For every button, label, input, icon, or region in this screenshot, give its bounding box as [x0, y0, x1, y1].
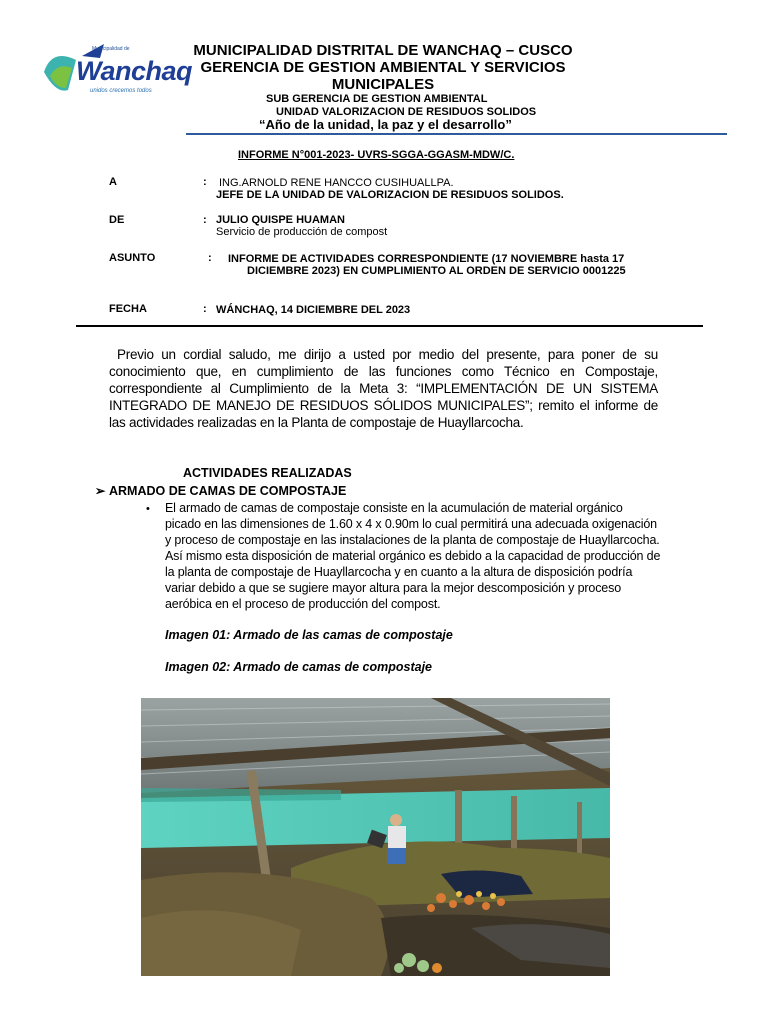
- field-fecha-label: FECHA: [109, 303, 147, 315]
- field-de-label: DE: [109, 214, 125, 226]
- field-de-value: JULIO QUISPE HUAMAN: [216, 214, 345, 226]
- fields-divider: [76, 325, 703, 327]
- field-de-colon: :: [203, 214, 207, 226]
- section-title: [95, 483, 346, 498]
- dot-bullet-icon: •: [146, 503, 150, 515]
- header-divider: [186, 133, 727, 135]
- section-title-text: ARMADO DE CAMAS DE COMPOSTAJE: [109, 484, 347, 498]
- header-line-2: GERENCIA DE GESTION AMBIENTAL Y SERVICIOS: [200, 59, 566, 76]
- field-asunto-colon: :: [208, 252, 212, 264]
- header-line-4: SUB GERENCIA DE GESTION AMBIENTAL: [266, 93, 488, 105]
- report-number: INFORME N°001-2023- UVRS-SGGA-GGASM-MDW/C.: [238, 149, 515, 161]
- logo-small-text: Municipalidad de: [92, 46, 130, 52]
- field-a-value: ING.ARNOLD RENE HANCCO CUSIHUALLPA.: [219, 177, 454, 189]
- image-caption-1: Imagen 01: Armado de las camas de compostaje: [165, 628, 453, 642]
- municipality-logo: [42, 42, 193, 102]
- field-fecha-colon: :: [203, 303, 207, 315]
- compost-beds-photo: [141, 698, 610, 976]
- field-asunto-value-2: DICIEMBRE 2023) EN CUMPLIMIENTO AL ORDEN DE SERVICIO 0001225: [247, 265, 626, 277]
- header-line-1: MUNICIPALIDAD DISTRITAL DE WANCHAQ – CUSCO: [193, 42, 573, 59]
- header-line-5: UNIDAD VALORIZACION DE RESIDUOS SOLIDOS: [276, 106, 537, 118]
- field-asunto-label: ASUNTO: [109, 252, 156, 264]
- field-a-colon: :: [203, 176, 207, 188]
- logo-wordmark: Wanchaq: [76, 56, 193, 86]
- field-fecha-value: WÁNCHAQ, 14 DICIEMBRE DEL 2023: [216, 304, 411, 316]
- logo-tagline: unidos crecemos todos: [90, 88, 152, 94]
- field-asunto-value: INFORME DE ACTIVIDADES CORRESPONDIENTE (17 NOVIEMBRE hasta 17: [228, 253, 625, 265]
- image-caption-2: Imagen 02: Armado de camas de compostaje: [165, 660, 432, 674]
- arrow-bullet-icon: ➢: [95, 484, 106, 498]
- activities-title: ACTIVIDADES REALIZADAS: [183, 466, 352, 480]
- header-line-3: MUNICIPALES: [331, 76, 435, 93]
- activity-description: El armado de camas de compostaje consiste en la acumulación de material orgánico picado en las dimensiones de 1.60 x 4 x 0.90m lo cual permitirá una adecuada oxigenación y proceso de compostaje en las instalaciones de la planta de compostaje de Huayllarcocha. Así mismo esta disposición de material orgánico es debido a la capacidad de producción de la planta de compostaje de Huayllarcocha y en cuanto a la altura de disposición podría variar debido a que se sugiere mayor altura para la mejor descomposición y proceso aeróbica en el proceso de producción del compost.: [165, 501, 661, 611]
- motto: “Año de la unidad, la paz y el desarrollo”: [259, 117, 512, 132]
- field-a-label: A: [109, 176, 117, 188]
- field-de-value-2: Servicio de producción de compost: [216, 226, 388, 238]
- field-a-value-2: JEFE DE LA UNIDAD DE VALORIZACION DE RESIDUOS SOLIDOS.: [216, 189, 564, 201]
- intro-paragraph: Previo un cordial saludo, me dirijo a usted por medio del presente, para poner de su conocimiento que, en cumplimiento de las funciones como Técnico en Compostaje, correspondiente al Cumplimiento de la Meta 3: “IMPLEMENTACIÓN DE UN SISTEMA INTEGRADO DE MANEJO DE RESIDUOS SÓLIDOS MUNICIPALES”; remito el informe de las actividades realizadas en la Planta de compostaje de Huayllarcocha.: [109, 347, 658, 430]
